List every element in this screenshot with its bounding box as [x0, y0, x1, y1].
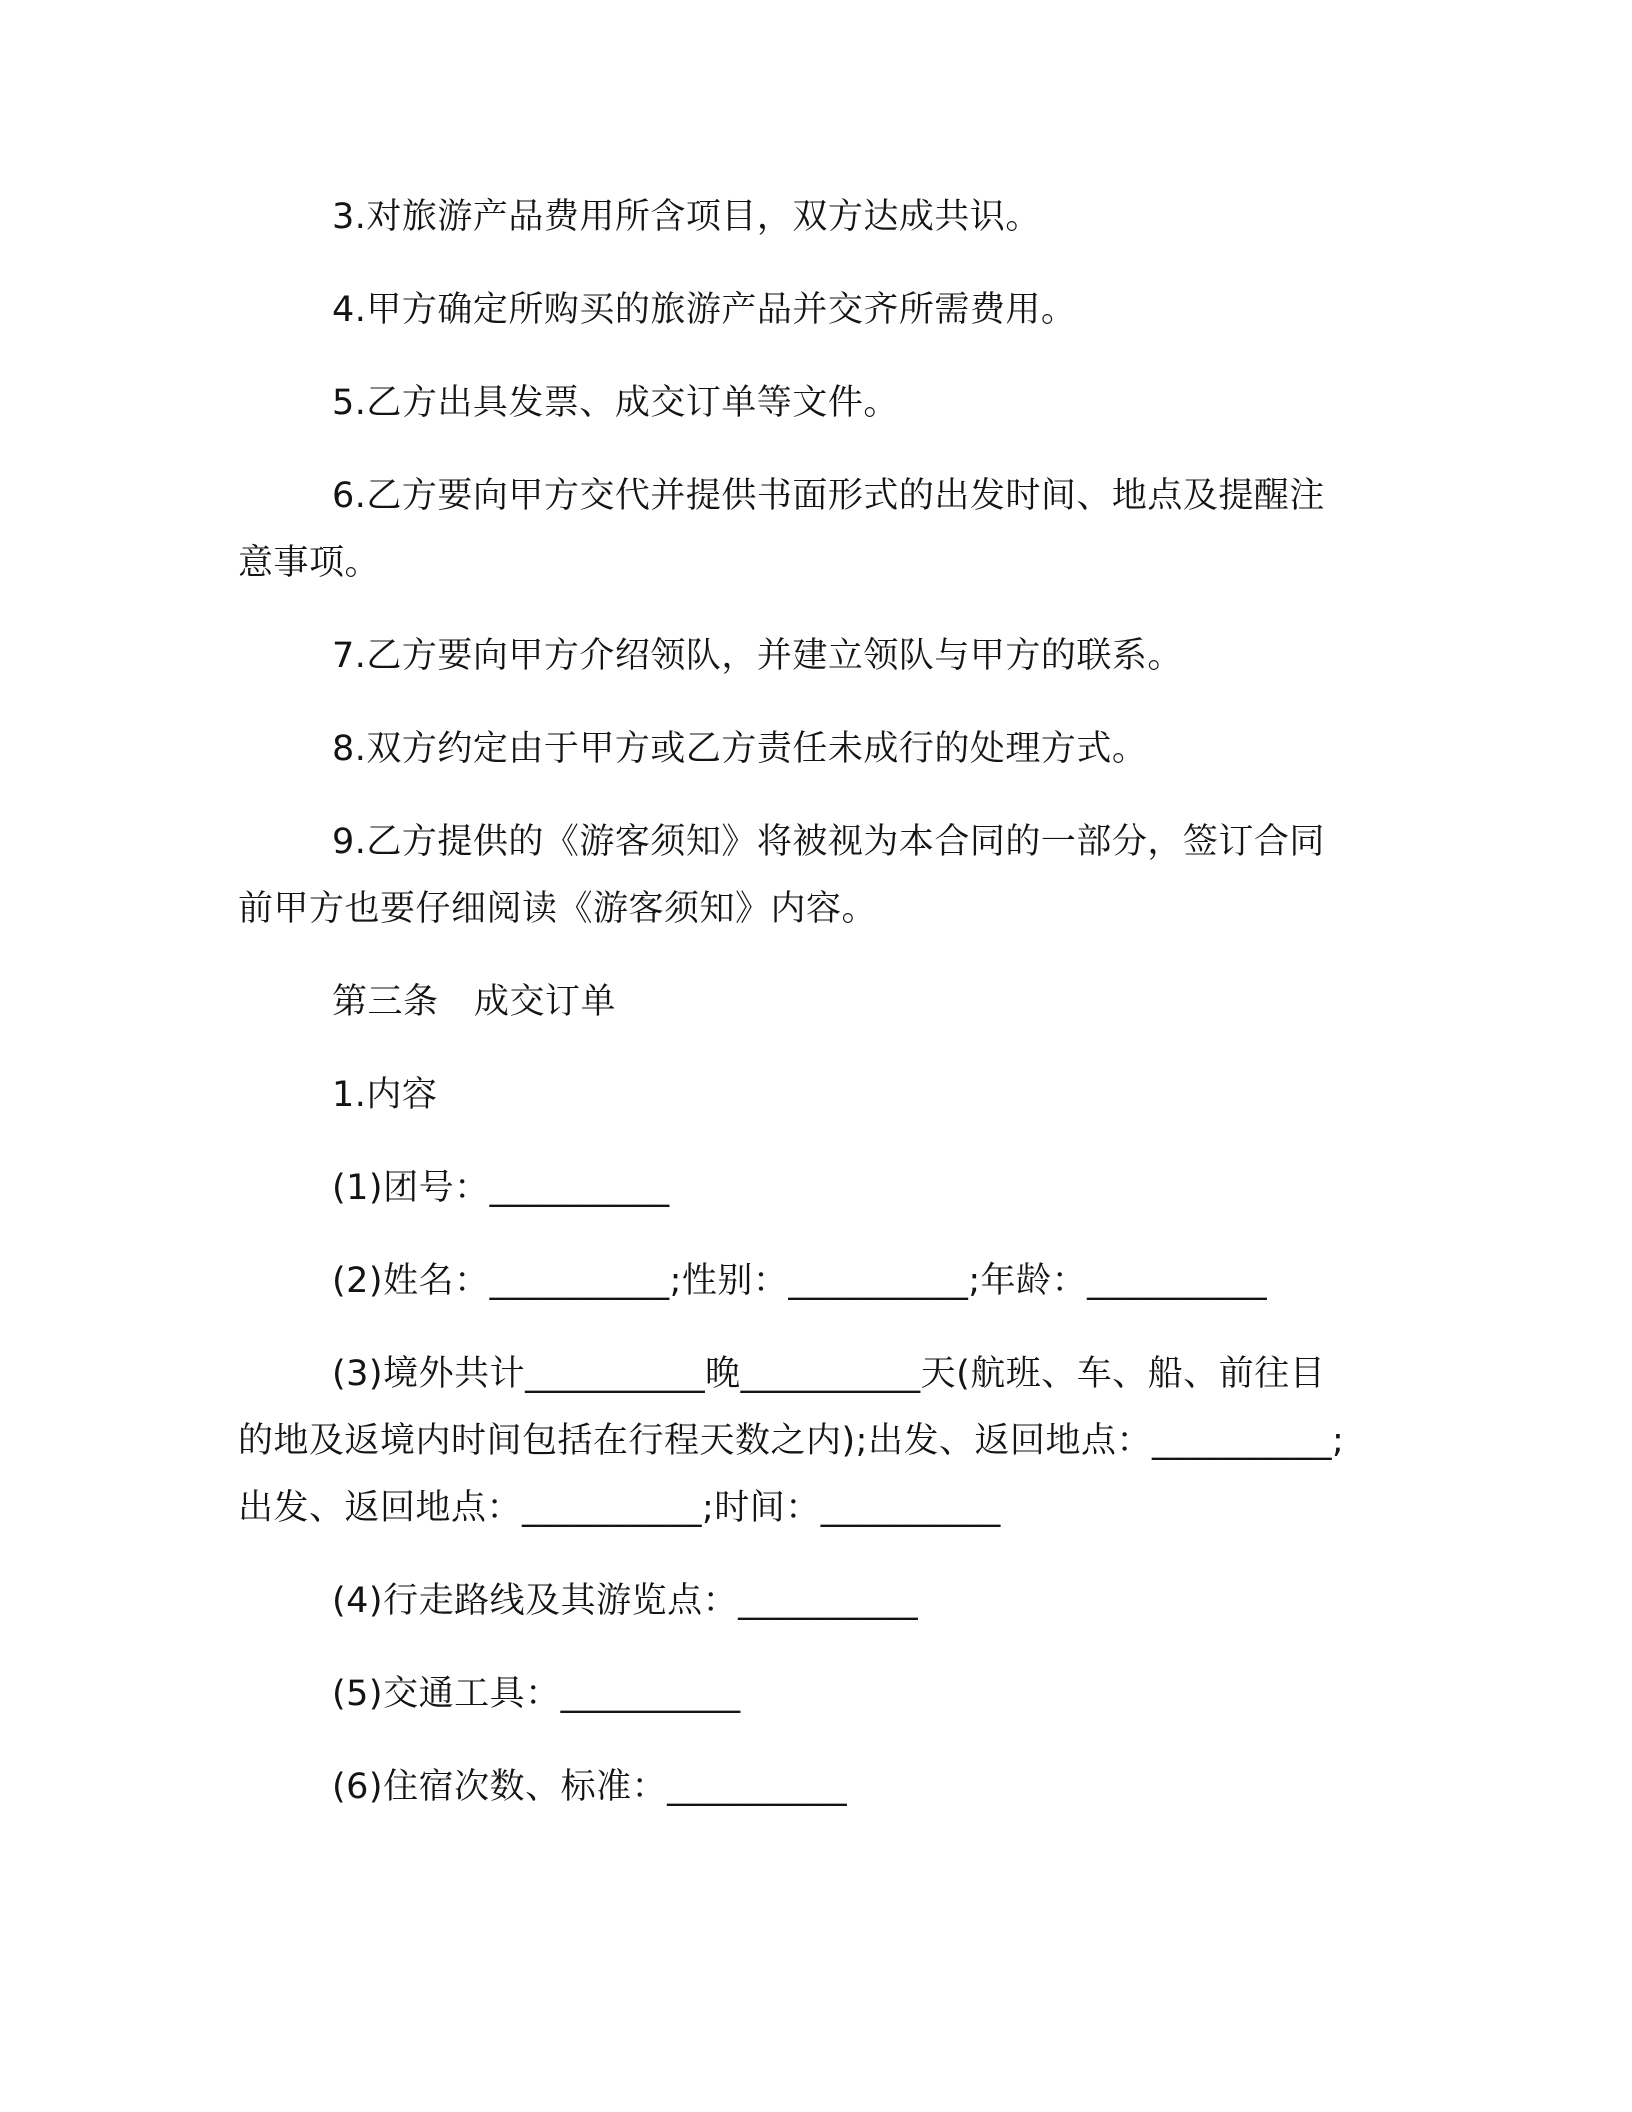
- clause-6-text-cont: 意事项。: [238, 543, 381, 583]
- clause-7-text: 7.乙方要向甲方介绍领队，并建立领队与甲方的联系。: [332, 636, 1183, 676]
- clause-4-text: 4.甲方确定所购买的旅游产品并交齐所需费用。: [332, 290, 1077, 330]
- clause-9-text-cont: 前甲方也要仔细阅读《游客须知》内容。: [238, 889, 878, 929]
- article-3-heading: 第三条 成交订单: [332, 982, 617, 1022]
- field-trip-duration: (3)境外共计__________晚__________天(航班、车、船、前往目: [332, 1354, 1326, 1394]
- field-departure-time: 出发、返回地点：__________;时间：__________: [238, 1488, 1001, 1528]
- field-name-gender-age: (2)姓名：__________;性别：__________;年龄：__________: [332, 1261, 1268, 1301]
- clause-3-text: 3.对旅游产品费用所含项目，双方达成共识。: [332, 197, 1041, 237]
- field-accommodation: (6)住宿次数、标准：__________: [332, 1767, 848, 1807]
- field-route: (4)行走路线及其游览点：__________: [332, 1581, 919, 1621]
- clause-6-text: 6.乙方要向甲方交代并提供书面形式的出发时间、地点及提醒注: [332, 476, 1325, 516]
- field-transport: (5)交通工具：__________: [332, 1674, 741, 1714]
- field-group-number: (1)团号：__________: [332, 1168, 670, 1208]
- clause-8-text: 8.双方约定由于甲方或乙方责任未成行的处理方式。: [332, 729, 1148, 769]
- clause-5-text: 5.乙方出具发票、成交订单等文件。: [332, 383, 899, 423]
- content-subheading: 1.内容: [332, 1075, 438, 1115]
- clause-9-text: 9.乙方提供的《游客须知》将被视为本合同的一部分，签订合同: [332, 822, 1325, 862]
- field-trip-duration-cont: 的地及返境内时间包括在行程天数之内);出发、返回地点：__________;: [238, 1421, 1345, 1461]
